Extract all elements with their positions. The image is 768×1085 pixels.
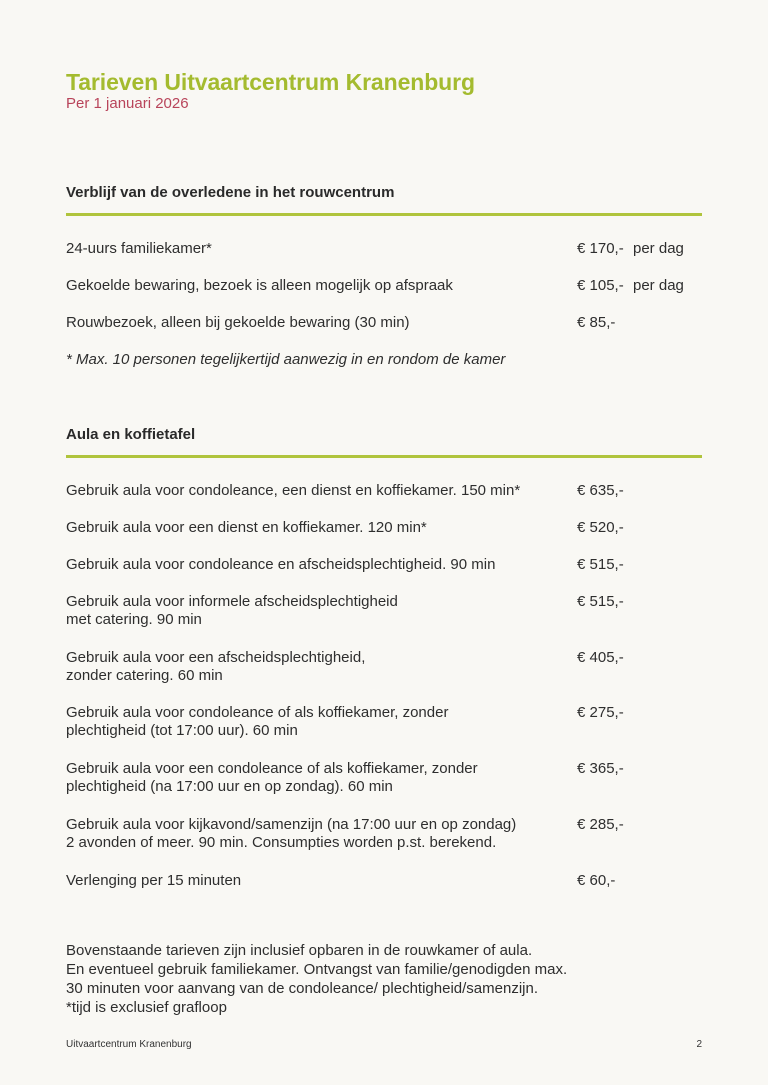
item-description: Verlenging per 15 minuten [66, 872, 242, 889]
item-price: € 520,- [577, 519, 624, 536]
item-description: Gebruik aula voor kijkavond/samenzijn (na 17:00 uur en op zondag) 2 avonden of meer. 90 min. Consumpties worden p.st. berekend. [66, 816, 517, 851]
closing-paragraph: Bovenstaande tarieven zijn inclusief opbaren in de rouwkamer of aula. En eventueel gebruik familiekamer. Ontvangst van familie/genodigden max. 30 minuten voor aanvang van de condoleance/ plechtigheid/samenzijn. *tijd is exclusief grafloop [66, 942, 568, 1016]
item-description: Gebruik aula voor condoleance en afscheidsplechtigheid. 90 min [66, 556, 496, 573]
item-price: € 275,- [577, 704, 624, 721]
section-heading-aula: Aula en koffietafel [66, 426, 196, 443]
item-unit: per dag [633, 240, 684, 257]
item-description: Gebruik aula voor condoleance, een dienst en koffiekamer. 150 min* [66, 482, 521, 499]
section-divider [66, 213, 702, 216]
item-description: Gekoelde bewaring, bezoek is alleen mogelijk op afspraak [66, 277, 453, 294]
page-number: 2 [696, 1039, 702, 1050]
section-heading-verblijf: Verblijf van de overledene in het rouwcentrum [66, 184, 395, 201]
item-price: € 85,- [577, 314, 616, 331]
item-price: € 365,- [577, 760, 624, 777]
item-price: € 105,- [577, 277, 624, 294]
footer-company-name: Uitvaartcentrum Kranenburg [66, 1039, 192, 1050]
item-description: Rouwbezoek, alleen bij gekoelde bewaring (30 min) [66, 314, 410, 331]
page-title: Tarieven Uitvaartcentrum Kranenburg [66, 69, 475, 95]
section-divider [66, 455, 702, 458]
item-price: € 60,- [577, 872, 616, 889]
item-price: € 515,- [577, 556, 624, 573]
item-price: € 170,- [577, 240, 624, 257]
item-price: € 635,- [577, 482, 624, 499]
item-description: Gebruik aula voor condoleance of als koffiekamer, zonder plechtigheid (tot 17:00 uur). 60 min [66, 704, 449, 739]
item-unit: per dag [633, 277, 684, 294]
item-description: Gebruik aula voor een dienst en koffiekamer. 120 min* [66, 519, 427, 536]
page-subtitle: Per 1 januari 2026 [66, 95, 189, 112]
item-description: Gebruik aula voor informele afscheidsplechtigheid met catering. 90 min [66, 593, 398, 628]
footnote: * Max. 10 personen tegelijkertijd aanwezig in en rondom de kamer [66, 351, 506, 368]
item-price: € 405,- [577, 649, 624, 666]
item-price: € 285,- [577, 816, 624, 833]
item-price: € 515,- [577, 593, 624, 610]
item-description: 24-uurs familiekamer* [66, 240, 212, 257]
item-description: Gebruik aula voor een afscheidsplechtigheid, zonder catering. 60 min [66, 649, 366, 684]
item-description: Gebruik aula voor een condoleance of als koffiekamer, zonder plechtigheid (na 17:00 uur en op zondag). 60 min [66, 760, 478, 795]
